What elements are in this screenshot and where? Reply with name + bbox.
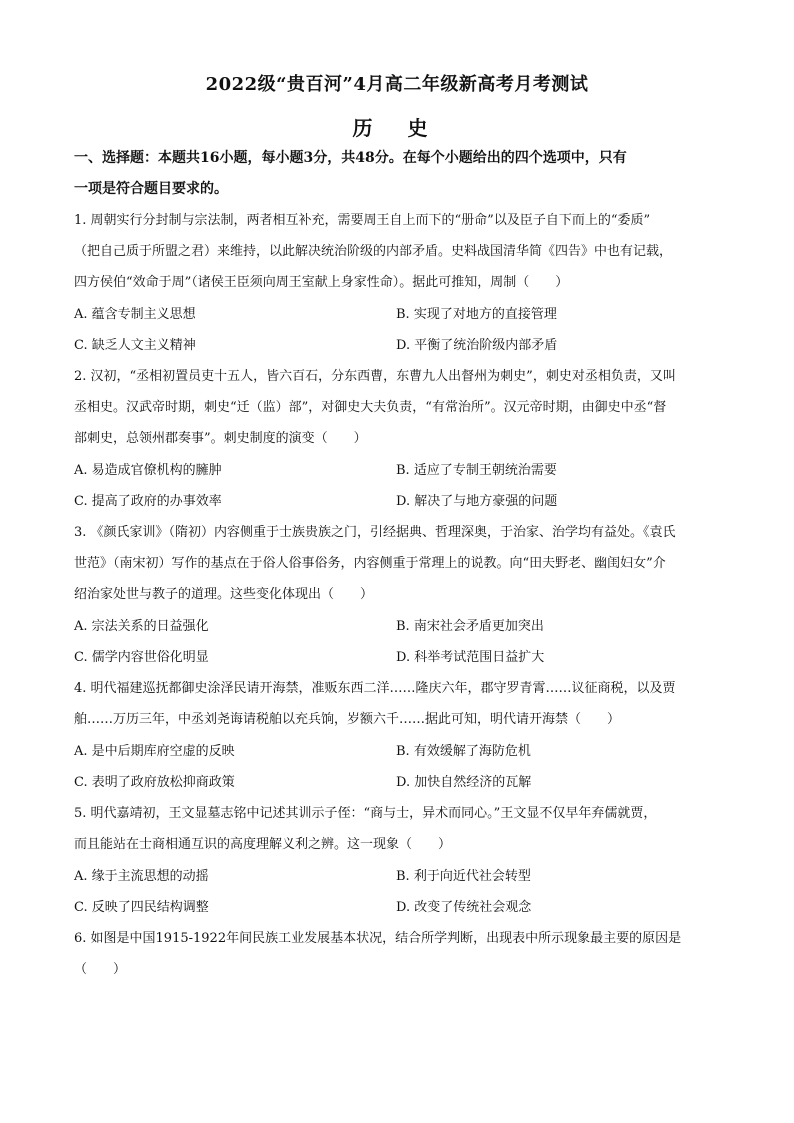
- question-1-option-c: C. 缺乏人文主义精神: [74, 338, 196, 353]
- question-2-option-d: D. 解决了与地方豪强的问题: [396, 494, 558, 509]
- question-3-option-c: C. 儒学内容世俗化明显: [74, 650, 209, 665]
- question-4-option-c: C. 表明了政府放松抑商政策: [74, 775, 235, 790]
- question-2-line-3: 部刺史，总领州郡奏事”。刺史制度的演变（ ）: [74, 431, 367, 446]
- question-5-line-1: 5. 明代嘉靖初，王文显墓志铭中记述其训示子侄：“商与士，异术而同心。”王文显不仅早年弃儒就贾，: [74, 806, 657, 821]
- question-2-line-2: 丞相史。汉武帝时期，刺史“迁（监）部”，对御史大夫负责，“有常治所”。汉元帝时期，由御史中丞“督: [74, 400, 667, 415]
- question-6-line-2: （ ）: [74, 962, 127, 977]
- section-instruction-cont: 一项是符合题目要求的。: [74, 181, 228, 197]
- question-1-option-a: A. 蕴含专制主义思想: [74, 307, 196, 322]
- question-3-option-b: B. 南宋社会矛盾更加突出: [396, 619, 544, 634]
- question-3-line-2: 世范》（南宋初）写作的基点在于俗人俗事俗务，内容侧重于常理上的说教。向“田夫野老、幽闺妇女”介: [74, 556, 666, 571]
- question-1-line-1: 1. 周朝实行分封制与宗法制，两者相互补充，需要周王自上而下的“册命”以及臣子自下而上的“委质”: [74, 213, 651, 228]
- exam-title: 2022级“贵百河”4月高二年级新高考月考测试: [205, 74, 589, 95]
- question-5-option-d: D. 改变了传统社会观念: [396, 900, 532, 915]
- section-instruction: 一、选择题：本题共16小题，每小题3分，共48分。在每个小题给出的四个选项中，只有: [74, 150, 627, 166]
- question-5-option-a: A. 缘于主流思想的动摇: [74, 869, 209, 884]
- question-3-option-d: D. 科举考试范围日益扩大: [396, 650, 545, 665]
- question-3-option-a: A. 宗法关系的日益强化: [74, 619, 209, 634]
- question-1-line-3: 四方侯伯“效命于周”（诸侯王臣须向周王室献上身家性命）。据此可推知，周制（ ）: [74, 275, 569, 290]
- question-1-option-d: D. 平衡了统治阶级内部矛盾: [396, 338, 558, 353]
- question-2-option-c: C. 提高了政府的办事效率: [74, 494, 222, 509]
- question-6-line-1: 6. 如图是中国1915-1922年间民族工业发展基本状况，结合所学判断，出现表中所示现象最主要的原因是: [74, 931, 682, 946]
- question-5-line-2: 而且能站在士商相通互识的高度理解义利之辨。这一现象（ ）: [74, 837, 452, 852]
- subject-heading: 历 史: [352, 116, 442, 140]
- question-2-option-b: B. 适应了专制王朝统治需要: [396, 463, 557, 478]
- question-1-option-b: B. 实现了对地方的直接管理: [396, 307, 557, 322]
- question-4-option-a: A. 是中后期库府空虚的反映: [74, 744, 235, 759]
- question-5-option-b: B. 利于向近代社会转型: [396, 869, 531, 884]
- question-4-option-b: B. 有效缓解了海防危机: [396, 744, 531, 759]
- question-2-option-a: A. 易造成官僚机构的臃肿: [74, 463, 222, 478]
- question-2-line-1: 2. 汉初，“丞相初置员吏十五人，皆六百石，分东西曹，东曹九人出督州为刺史”，刺史对丞相负责，又叫: [74, 369, 676, 384]
- question-4-line-1: 4. 明代福建巡抚都御史涂泽民请开海禁，准贩东西二洋……隆庆六年，郡守罗青霄……议征商税，以及贾: [74, 681, 676, 696]
- question-1-line-2: （把自己质于所盟之君）来维持，以此解决统治阶级的内部矛盾。史料战国清华简《四告》中也有记载，: [74, 244, 673, 259]
- question-3-line-1: 3. 《颜氏家训》（隋初）内容侧重于士族贵族之门，引经据典、哲理深奥，于治家、治学均有益处。《袁氏: [74, 525, 676, 540]
- question-5-option-c: C. 反映了四民结构调整: [74, 900, 209, 915]
- question-4-line-2: 舶……万历三年，中丞刘尧诲请税舶以充兵饷，岁额六千……据此可知，明代请开海禁（ ）: [74, 712, 621, 727]
- question-3-line-3: 绍治家处世与教子的道理。这些变化体现出（ ）: [74, 587, 374, 602]
- question-4-option-d: D. 加快自然经济的瓦解: [396, 775, 532, 790]
